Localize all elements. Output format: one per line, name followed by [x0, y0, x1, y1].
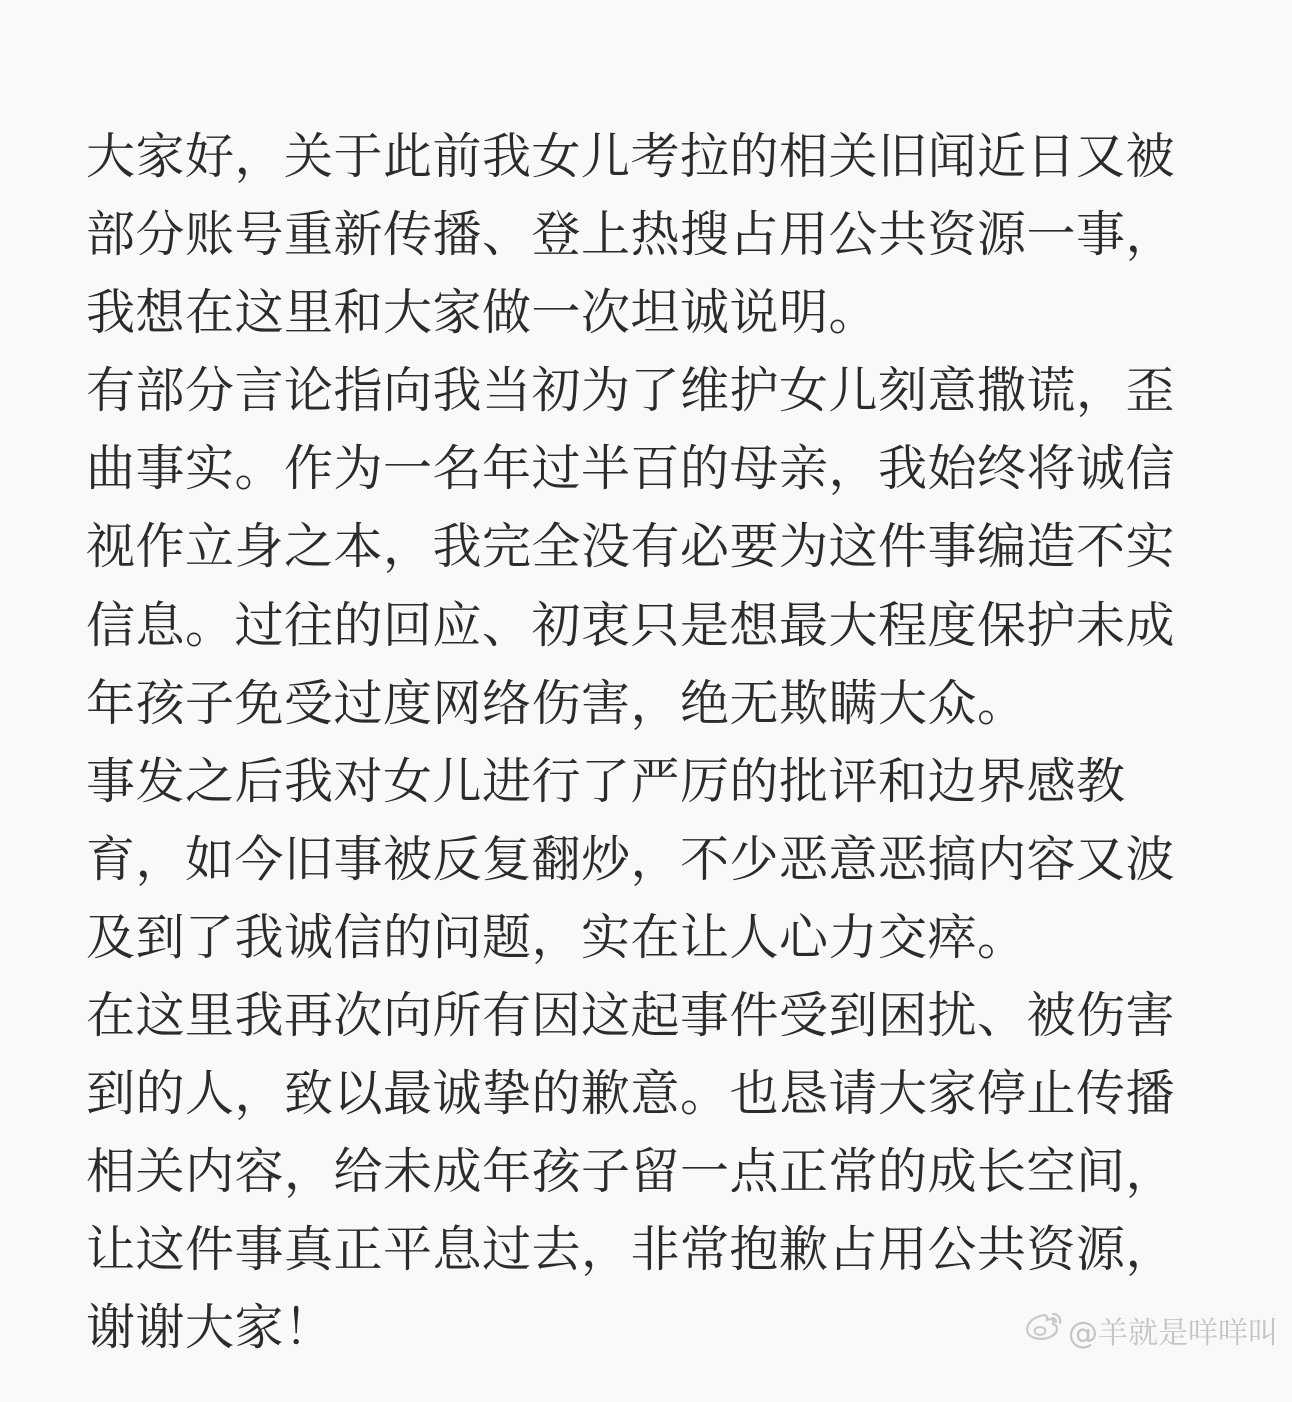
- statement-line: 有部分言论指向我当初为了维护女儿刻意撒谎，歪: [86, 362, 1176, 420]
- statement-line: 在这里我再次向所有因这起事件受到困扰、被伤害: [86, 987, 1176, 1045]
- statement-line: 谢谢大家！: [86, 1299, 334, 1357]
- statement-line: 及到了我诚信的问题，实在让人心力交瘁。: [86, 908, 1027, 966]
- statement-line: 曲事实。作为一名年过半百的母亲，我始终将诚信: [86, 440, 1176, 498]
- watermark-text: @羊就是咩咩叫: [1068, 1316, 1278, 1351]
- statement-line: 我想在这里和大家做一次坦诚说明。: [86, 284, 879, 342]
- statement-line: 年孩子免受过度网络伤害，绝无欺瞒大众。: [86, 674, 1027, 732]
- statement-line: 到的人，致以最诚挚的歉意。也恳请大家停止传播: [86, 1065, 1176, 1123]
- statement-line: 育，如今旧事被反复翻炒，不少恶意恶搞内容又波: [86, 830, 1176, 888]
- statement-line: 事发之后我对女儿进行了严厉的批评和边界感教: [86, 752, 1126, 810]
- statement-line: 部分账号重新传播、登上热搜占用公共资源一事，: [86, 206, 1176, 264]
- watermark: [1024, 1310, 1278, 1350]
- statement-line: 让这件事真正平息过去，非常抱歉占用公共资源，: [86, 1221, 1176, 1279]
- statement-line: 信息。过往的回应、初衷只是想最大程度保护未成: [86, 596, 1176, 654]
- statement-line: 视作立身之本，我完全没有必要为这件事编造不实: [86, 518, 1176, 576]
- statement-line: 相关内容，给未成年孩子留一点正常的成长空间，: [86, 1143, 1176, 1201]
- statement-text: [86, 118, 1216, 1368]
- weibo-icon: [1024, 1310, 1068, 1350]
- statement-line: 大家好，关于此前我女儿考拉的相关旧闻近日又被: [86, 128, 1176, 185]
